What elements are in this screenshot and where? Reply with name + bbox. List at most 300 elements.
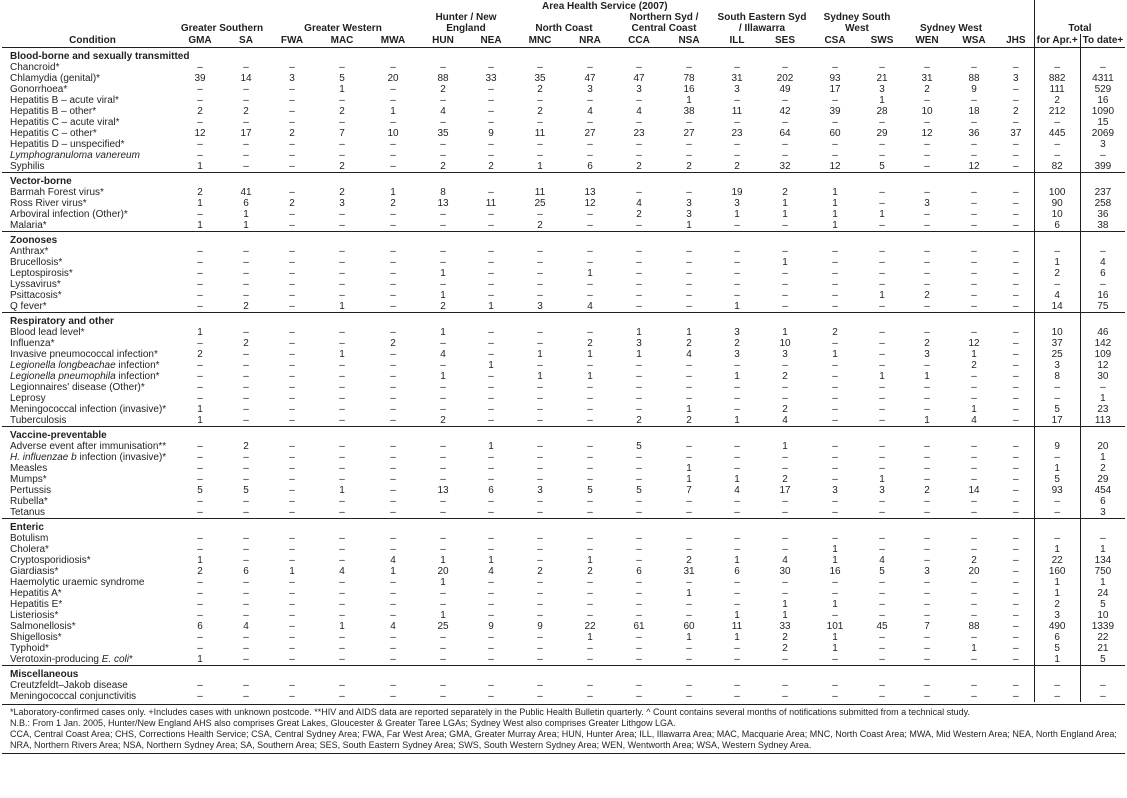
table-cell: 2 [339,187,345,198]
table-cell: 49 [779,84,791,95]
table-cell: – [1013,349,1019,360]
table-cell: – [734,257,740,268]
table-cell: – [879,187,885,198]
table-cell: – [537,327,543,338]
table-cell: – [587,643,593,654]
table-cell: – [734,577,740,588]
table-cell: 3 [1034,360,1080,371]
section-header-row [2,173,1125,188]
table-cell: – [390,610,396,621]
table-cell: 4 [1034,290,1080,301]
table-cell: 2 [390,198,396,209]
table-cell: – [440,452,446,463]
table-cell: – [879,691,885,702]
table-cell: – [734,654,740,665]
table-cell: – [971,691,977,702]
table-cell: – [390,301,396,312]
table-cell: – [971,577,977,588]
table-cell: – [686,544,692,555]
condition-name: Legionnaires' disease (Other)* [10,382,145,393]
table-cell: 2 [440,301,446,312]
table-cell: – [289,338,295,349]
table-cell: – [440,338,446,349]
condition-name: Botulism [10,533,49,544]
table-cell: – [339,279,345,290]
table-cell: – [197,279,203,290]
table-cell: – [1013,301,1019,312]
table-cell: – [924,117,930,128]
table-cell: – [587,257,593,268]
table-cell: – [537,95,543,106]
table-cell: 4 [587,106,593,117]
table-cell: – [440,279,446,290]
table-cell: – [289,360,295,371]
table-cell: 45 [876,621,888,632]
table-cell: – [686,301,692,312]
table-cell: – [390,452,396,463]
table-cell: 3 [734,84,740,95]
table-cell: – [289,463,295,474]
table-cell: – [1034,533,1080,544]
table-cell: – [339,220,345,231]
table-cell: 2 [734,161,740,172]
table-cell: 19 [731,187,743,198]
table-cell: – [339,360,345,371]
table-cell: – [1013,599,1019,610]
table-cell: 5 [879,566,885,577]
table-cell: 202 [776,73,794,84]
table-cell: – [440,463,446,474]
condition-name: Leprosy [10,393,46,404]
table-cell: 11 [485,198,497,209]
table-cell: – [924,507,930,518]
table-cell: 4 [243,621,249,632]
table-cell: 88 [968,73,980,84]
condition-name: Chancroid* [10,62,60,73]
table-cell: 31 [731,73,743,84]
table-cell: 20 [387,73,399,84]
table-cell: 1 [686,588,692,599]
table-cell: – [537,654,543,665]
table-cell: 3 [1013,73,1019,84]
table-cell: – [587,441,593,452]
table-cell: – [924,610,930,621]
table-cell: 3 [924,198,930,209]
table-cell: – [289,161,295,172]
table-cell: – [243,268,249,279]
table-cell: – [971,654,977,665]
table-cell: – [197,360,203,371]
table-cell: 2 [197,566,203,577]
section-title: Enteric [2,519,1034,534]
table-cell: 12 [968,161,980,172]
table-cell: – [782,544,788,555]
table-cell: – [243,577,249,588]
table-cell: – [197,496,203,507]
table-cell: – [243,257,249,268]
table-cell: – [1034,507,1080,519]
table-cell: – [1013,577,1019,588]
table-cell: – [587,415,593,426]
table-cell: – [1013,257,1019,268]
table-cell: 3 [734,349,740,360]
table-cell: – [1013,533,1019,544]
section-header-row [2,313,1125,328]
table-cell: – [488,279,494,290]
table-cell: 2 [339,161,345,172]
table-cell: – [440,62,446,73]
table-cell: – [879,577,885,588]
table-cell: 23 [731,128,743,139]
table-cell: 1 [197,161,203,172]
table-cell: – [879,588,885,599]
table-cell: 4 [879,555,885,566]
table-cell: – [289,95,295,106]
table-cell: 5 [1034,643,1080,654]
table-cell: 20 [1080,441,1125,452]
table-cell: – [636,643,642,654]
table-cell: 1 [1034,544,1080,555]
table-cell: 1 [488,441,494,452]
table-cell: – [782,393,788,404]
table-cell: 2 [636,415,642,426]
table-cell: – [440,474,446,485]
group-greater-southern: Greater Southern [180,23,264,34]
table-cell: – [587,474,593,485]
italic-species-name: E. coli [101,654,129,665]
table-cell: – [1013,632,1019,643]
table-cell: – [971,301,977,312]
table-cell: – [782,95,788,106]
table-cell: – [289,507,295,518]
table-cell: – [197,680,203,691]
table-cell: 11 [731,621,743,632]
table-cell: – [488,139,494,150]
table-cell: – [243,463,249,474]
table-cell: 1 [686,632,692,643]
table-cell: 445 [1034,128,1080,139]
table-cell: 2 [537,220,543,231]
table-cell: 454 [1080,485,1125,496]
table-row [2,474,1125,485]
table-cell: – [587,533,593,544]
table-cell: – [488,632,494,643]
table-cell: 1 [832,187,838,198]
table-cell: – [537,507,543,518]
table-cell: – [440,691,446,702]
table-cell: – [537,117,543,128]
section-title: Zoonoses [2,232,1034,247]
table-cell: – [879,338,885,349]
table-cell: 1 [390,106,396,117]
column-heading: CSA [810,34,860,48]
table-cell: – [289,544,295,555]
table-cell: 27 [683,128,695,139]
table-cell: – [197,290,203,301]
table-cell: 1 [390,566,396,577]
table-cell: 36 [1080,209,1125,220]
table-cell: – [440,139,446,150]
table-cell: – [390,474,396,485]
condition-name: Typhoid* [10,643,49,654]
table-cell: 3 [587,84,593,95]
table-cell: – [924,139,930,150]
table-cell: – [488,382,494,393]
table-cell: 4 [636,198,642,209]
table-cell: – [197,62,203,73]
table-cell: 1 [488,360,494,371]
table-cell: – [587,62,593,73]
table-cell: – [832,577,838,588]
table-cell: – [924,187,930,198]
table-cell: 6 [1080,268,1125,279]
table-cell: 5 [587,485,593,496]
table-cell: 1 [197,404,203,415]
table-cell: 2 [636,161,642,172]
table-cell: – [971,474,977,485]
table-cell: – [243,632,249,643]
table-cell: – [686,577,692,588]
table-cell: – [686,496,692,507]
footnote-symbols: *Laboratory-confirmed cases only. +Includes cases with unknown postcode. **HIV and AIDS data are reported separately in the Public Health Bulletin quarterly. ^ Count contains several months of notifications submitted from a technical study. [10,707,970,717]
table-row [2,599,1125,610]
table-cell: 2 [686,415,692,426]
table-cell: – [587,577,593,588]
table-cell: – [782,463,788,474]
header-blank [2,0,176,12]
table-cell: – [782,496,788,507]
table-cell: – [243,555,249,566]
table-cell: – [1013,150,1019,161]
table-cell: 3 [537,301,543,312]
table-cell: – [971,187,977,198]
table-cell: 12 [194,128,206,139]
table-cell: 14 [968,485,980,496]
table-row [2,588,1125,599]
table-cell: 1 [440,371,446,382]
table-cell: – [971,507,977,518]
table-cell: 28 [876,106,888,117]
table-cell: 1 [782,441,788,452]
table-cell: 1 [440,577,446,588]
table-cell: – [1013,360,1019,371]
table-cell: – [1013,566,1019,577]
table-row [2,187,1125,198]
table-cell: 490 [1034,621,1080,632]
table-row [2,95,1125,106]
table-cell: 17 [1034,415,1080,427]
table-cell: – [734,290,740,301]
table-cell: 2 [782,371,788,382]
table-cell: – [924,588,930,599]
table-cell: – [289,382,295,393]
table-cell: – [782,691,788,702]
table-cell: 101 [826,621,844,632]
table-cell: – [686,360,692,371]
table-cell: – [537,150,543,161]
condition-name: Barmah Forest virus* [10,187,104,198]
table-cell: – [686,187,692,198]
table-cell: – [289,610,295,621]
table-cell: 64 [779,128,791,139]
table-cell: – [832,150,838,161]
table-cell: 90 [1034,198,1080,209]
table-cell: – [197,474,203,485]
table-cell: – [734,496,740,507]
table-cell: – [390,150,396,161]
table-cell: 4 [390,621,396,632]
table-cell: – [1013,588,1019,599]
table-cell: – [971,327,977,338]
table-cell: – [289,691,295,702]
table-cell: – [879,150,885,161]
table-cell: 17 [829,84,841,95]
table-cell: – [488,349,494,360]
table-cell: – [1080,62,1125,73]
table-cell: 6 [243,198,249,209]
table-cell: 10 [1034,327,1080,338]
table-cell: – [289,220,295,231]
table-cell: – [832,610,838,621]
table-cell: – [924,161,930,172]
table-cell: 10 [921,106,933,117]
table-cell: – [440,533,446,544]
table-cell: – [832,588,838,599]
table-cell: – [1013,209,1019,220]
table-cell: 1 [734,632,740,643]
condition-name: Haemolytic uraemic syndrome [10,577,145,588]
table-cell: – [537,691,543,702]
table-cell: – [339,610,345,621]
table-cell: 3 [924,566,930,577]
table-cell: – [243,84,249,95]
table-cell: – [1013,415,1019,426]
table-cell: – [390,139,396,150]
table-cell: – [924,268,930,279]
table-cell: – [289,301,295,312]
table-cell: 5 [1080,654,1125,666]
condition-name: Cryptosporidiosis* [10,555,91,566]
table-cell: – [440,496,446,507]
table-cell: – [289,621,295,632]
table-cell: – [782,680,788,691]
table-cell: – [1013,452,1019,463]
table-cell: – [636,404,642,415]
table-cell: – [243,382,249,393]
table-cell: 1 [971,643,977,654]
table-cell: 134 [1080,555,1125,566]
table-cell: 2 [782,643,788,654]
table-cell: – [488,209,494,220]
table-cell: – [782,62,788,73]
table-cell: – [924,95,930,106]
table-cell: – [488,84,494,95]
table-cell: – [782,268,788,279]
table-cell: – [971,452,977,463]
table-cell: 2 [1013,106,1019,117]
table-cell: – [971,290,977,301]
table-cell: – [832,415,838,426]
table-cell: 93 [829,73,841,84]
table-cell: – [243,139,249,150]
table-cell: – [537,268,543,279]
table-cell: 1 [488,555,494,566]
table-row [2,415,1125,427]
table-cell: – [537,463,543,474]
table-cell: – [1080,533,1125,544]
table-cell: – [1013,268,1019,279]
table-cell: – [879,393,885,404]
table-cell: – [587,150,593,161]
table-cell: – [289,150,295,161]
table-cell: – [488,599,494,610]
table-cell: 4311 [1080,73,1125,84]
table-cell: – [1013,441,1019,452]
table-cell: – [197,393,203,404]
table-cell: – [537,441,543,452]
table-cell: – [1013,246,1019,257]
table-cell: 29 [1080,474,1125,485]
table-cell: – [636,452,642,463]
table-cell: 2 [390,338,396,349]
table-cell: – [879,117,885,128]
table-cell: 1 [879,290,885,301]
table-cell: – [1013,463,1019,474]
table-cell: – [390,533,396,544]
table-cell: – [734,588,740,599]
table-row [2,301,1125,313]
table-cell: – [289,84,295,95]
table-cell: – [243,161,249,172]
table-cell: 111 [1034,84,1080,95]
table-cell: 1 [587,349,593,360]
notifications-table [2,0,1125,702]
table-cell: – [879,198,885,209]
table-cell: – [243,279,249,290]
condition-name: Brucellosis* [10,257,63,268]
table-cell: – [390,485,396,496]
table-cell: – [686,452,692,463]
condition-name: Syphilis [10,161,45,172]
table-cell: 6 [1034,220,1080,232]
condition-name: Giardiasis* [10,566,59,577]
table-cell: – [197,544,203,555]
condition-name: Rubella* [10,496,48,507]
table-cell: – [1080,691,1125,702]
table-cell: 1 [587,371,593,382]
table-cell: 16 [683,84,695,95]
table-cell: – [734,441,740,452]
table-cell: – [636,117,642,128]
table-cell: – [1034,691,1080,702]
table-cell: 2 [440,415,446,426]
table-row [2,485,1125,496]
table-cell: – [289,327,295,338]
table-cell: 237 [1080,187,1125,198]
table-cell: 1 [197,415,203,426]
table-cell: 16 [1080,290,1125,301]
condition-name: Listeriosis* [10,610,59,621]
table-cell: – [971,610,977,621]
table-cell: – [488,496,494,507]
table-cell: 60 [683,621,695,632]
table-cell: – [289,62,295,73]
condition-name: Hepatitis E* [10,599,63,610]
table-cell: – [537,209,543,220]
table-cell: – [339,691,345,702]
table-cell: – [879,643,885,654]
table-cell: – [488,680,494,691]
